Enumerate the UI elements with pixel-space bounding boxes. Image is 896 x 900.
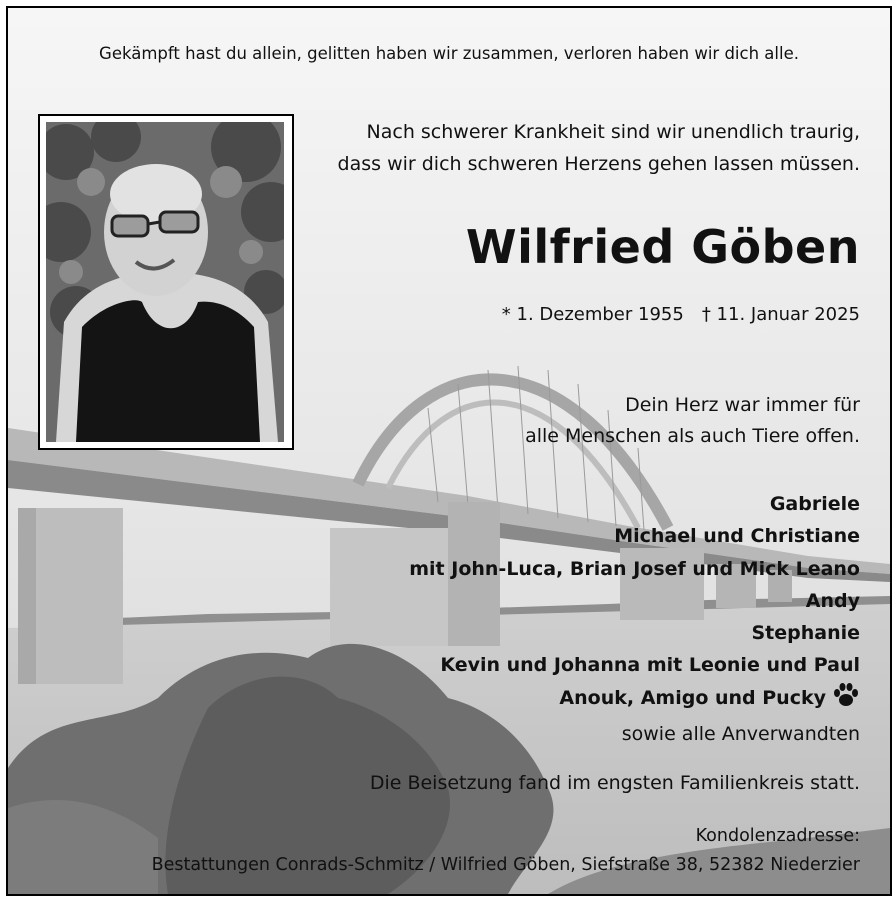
mourner-name: mit John-Luca, Brian Josef und Mick Leano (409, 557, 860, 580)
obituary-notice (6, 6, 892, 896)
intro-line-1: Nach schwerer Krankheit sind wir unendlich traurig, (366, 121, 860, 143)
opening-quote: Gekämpft hast du allein, gelitten haben wir zusammen, verloren haben wir dich alle. (99, 44, 799, 63)
mourner-name: Stephanie (751, 622, 860, 645)
mourner-name: Andy (805, 589, 860, 612)
mourner-pets-label: Anouk, Amigo und Pucky (559, 686, 826, 709)
mourner-pets (409, 682, 860, 718)
deceased-name: Wilfried Göben (465, 220, 860, 274)
mourner-name: Kevin und Johanna mit Leonie und Paul (440, 654, 860, 677)
intro-text (338, 116, 860, 180)
intro-line-2: dass wir dich schweren Herzens gehen lassen müssen. (337, 153, 860, 175)
mourner-name: Michael und Christiane (614, 525, 860, 548)
death-date: † 11. Januar 2025 (701, 304, 860, 325)
mourner-name: Gabriele (769, 493, 860, 515)
relatives-line: sowie alle Anverwandten (621, 723, 860, 746)
portrait-frame (38, 114, 294, 450)
burial-note: Die Beisetzung fand im engsten Familienkreis statt. (369, 772, 860, 794)
condolence-address: Bestattungen Conrads-Schmitz / Wilfried Göben, Siefstraße 38, 52382 Niederzier (151, 855, 860, 875)
paw-print-icon (832, 682, 860, 718)
life-dates (502, 304, 860, 325)
tribute-text (525, 390, 860, 452)
birth-date: * 1. Dezember 1955 (501, 304, 684, 325)
tribute-line-2: alle Menschen als auch Tiere offen. (525, 425, 860, 447)
tribute-line-1: Dein Herz war immer für (625, 394, 860, 416)
condolence-label: Kondolenzadresse: (695, 826, 860, 846)
portrait-photo (46, 122, 284, 442)
condolence-block (152, 822, 860, 880)
mourners-list (409, 488, 860, 750)
